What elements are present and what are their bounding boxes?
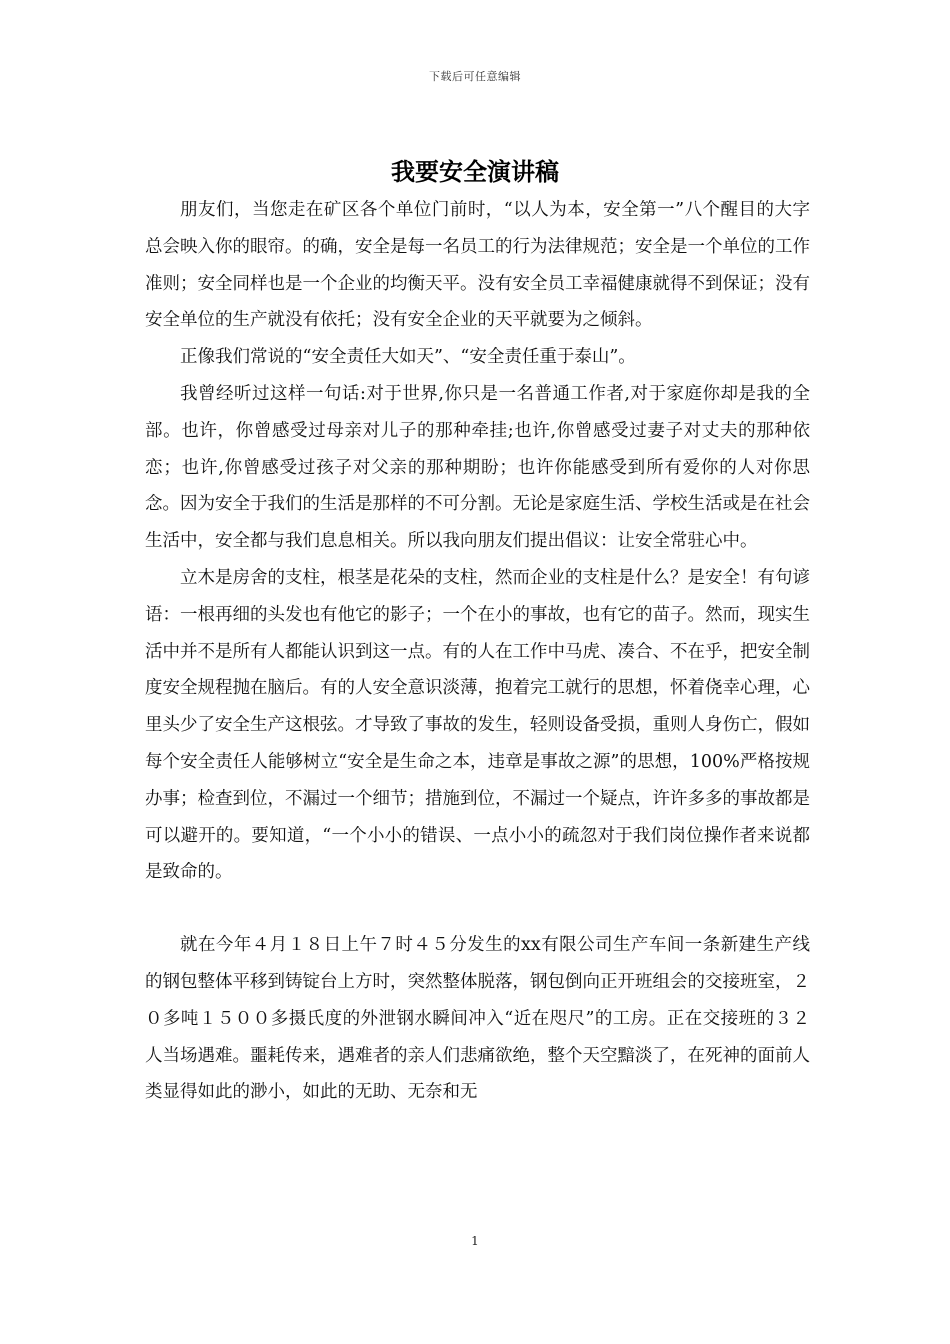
page-number: 1 (471, 1234, 479, 1248)
paragraph-3: 我曾经听过这样一句话:对于世界,你只是一名普通工作者,对于家庭你却是我的全部。也许，你曾感受过母亲对儿子的那种牵挂;也许,你曾感受过妻子对丈夫的那种依恋；也许,你曾感受过孩子对父亲的那种期盼；也许你能感受到所有爱你的人对你思念。因为安全于我们的生活是那样的不可分割。无论是家庭生活、学校生活或是在社会生活中，安全都与我们息息相关。所以我向朋友们提出倡议：让安全常驻心中。 (145, 383, 810, 552)
document-title: 我要安全演讲稿 (391, 157, 559, 186)
paragraph-2: 正像我们常说的“安全责任大如天”、“安全责任重于泰山”。 (180, 347, 636, 368)
paragraph-1: 朋友们，当您走在矿区各个单位门前时，“以人为本，安全第一”八个醒目的大字总会映入你的眼帘。的确，安全是每一名员工的行为法律规范；安全是一个单位的工作准则；安全同样也是一个企业的均衡天平。没有安全员工幸福健康就得不到保证；没有安全单位的生产就没有依托；没有安全企业的天平就要为之倾斜。 (145, 200, 810, 331)
paragraph-4: 立木是房舍的支柱，根茎是花朵的支柱，然而企业的支柱是什么？是安全！有句谚语：一根再细的头发也有他它的影子；一个在小的事故，也有它的苗子。然而，现实生活中并不是所有人都能认识到这一点。有的人在工作中马虎、凑合、不在乎，把安全制度安全规程抛在脑后。有的人安全意识淡薄，抱着完工就行的思想，怀着侥幸心理，心里头少了安全生产这根弦。才导致了事故的发生，轻则设备受损，重则人身伤亡，假如每个安全责任人能够树立“安全是生命之本，违章是事故之源”的思想，100%严格按规办事；检查到位，不漏过一个细节；措施到位，不漏过一个疑点，许许多多的事故都是可以避开的。要知道，“一个小小的错误、一点小小的疏忽对于我们岗位操作者来说都是致命的。 (145, 567, 810, 883)
document-body (145, 192, 810, 1111)
page-header-note: 下载后可任意编辑 (429, 70, 521, 83)
paragraph-gap (145, 891, 810, 927)
paragraph-5: 就在今年４月１８日上午７时４５分发生的xx有限公司生产车间一条新建生产线的钢包整体平移到铸锭台上方时，突然整体脱落，钢包倒向正开班组会的交接班室，２０多吨１５００多摄氏度的外泄钢水瞬间冲入“近在咫尺”的工房。正在交接班的３２人当场遇难。噩耗传来，遇难者的亲人们悲痛欲绝，整个天空黯淡了，在死神的面前人类显得如此的渺小，如此的无助、无奈和无 (145, 935, 810, 1103)
